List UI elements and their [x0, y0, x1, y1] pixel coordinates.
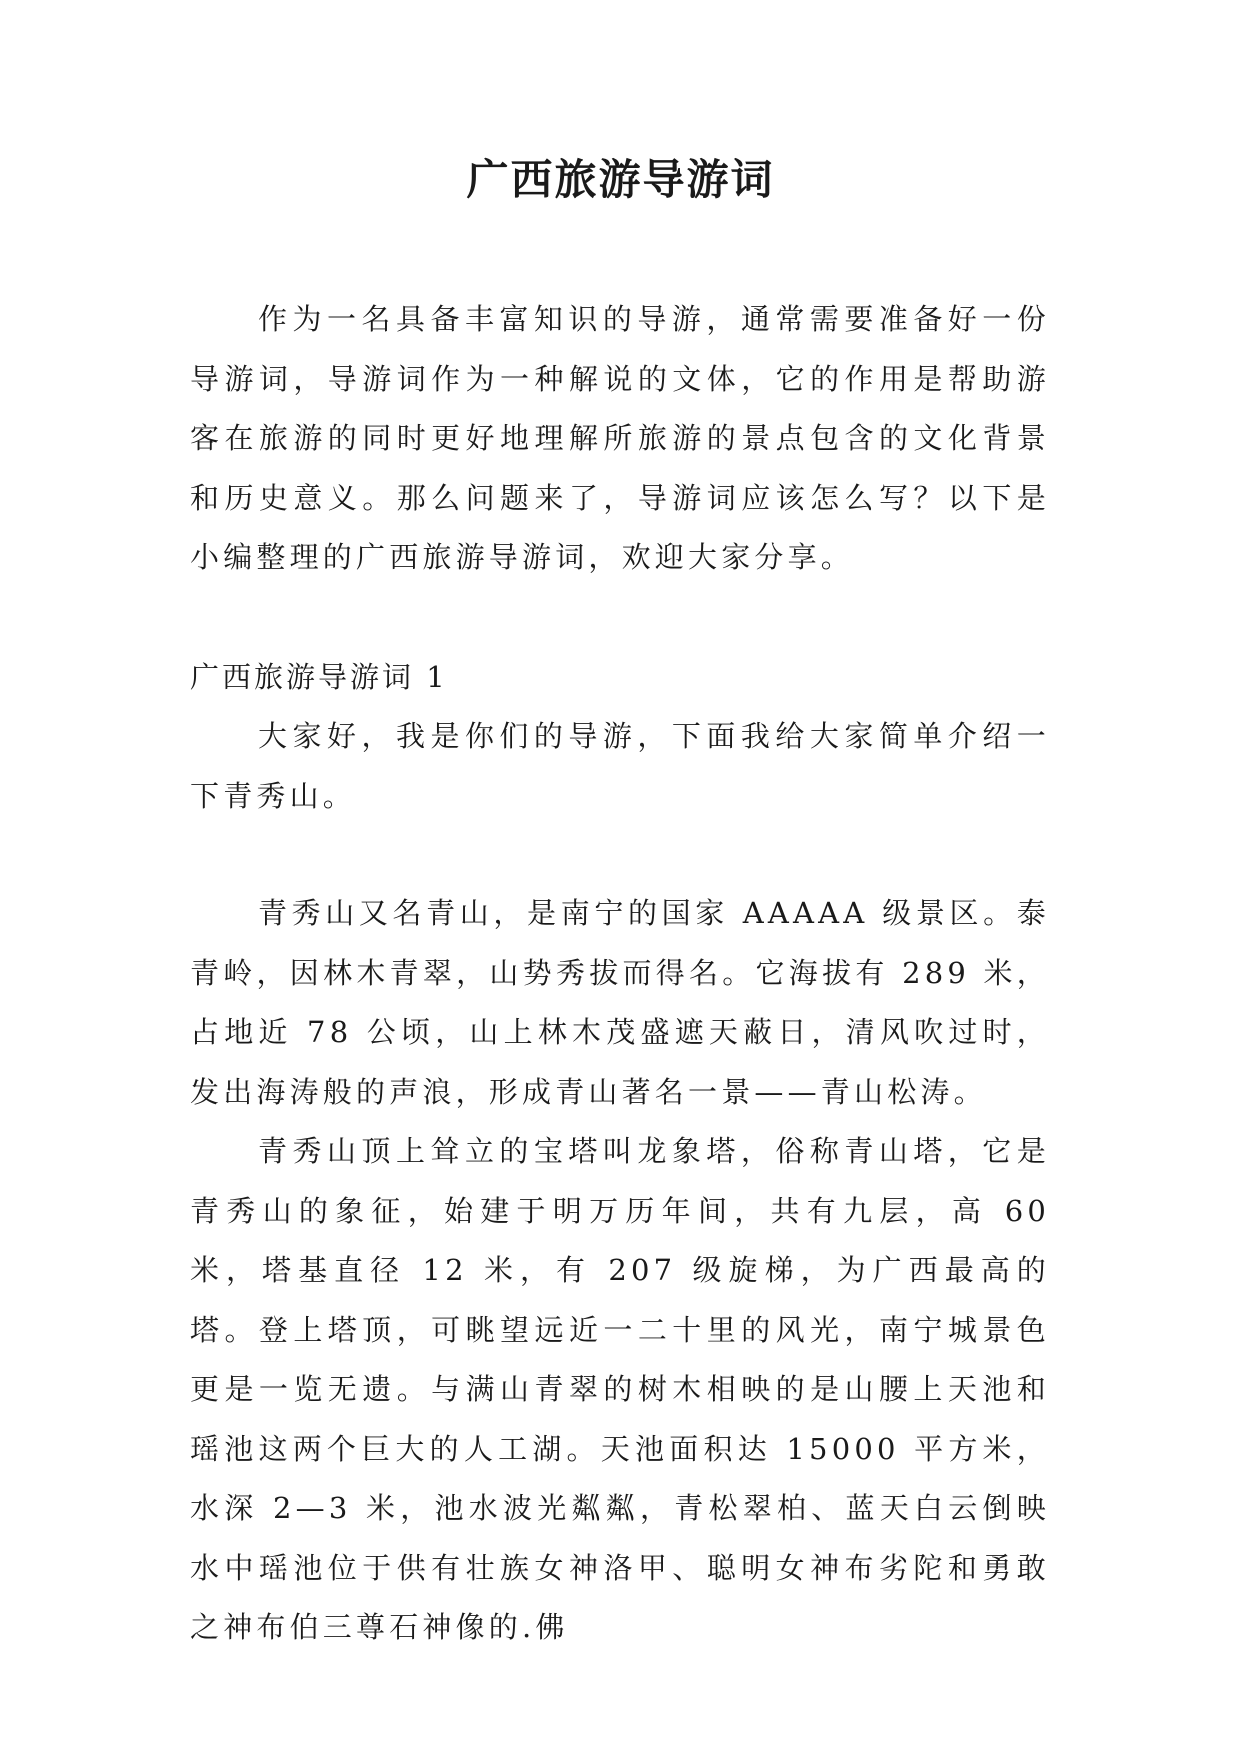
spacer	[190, 826, 1050, 884]
spacer	[190, 588, 1050, 648]
document-title: 广西旅游导游词	[466, 155, 775, 204]
body-paragraph-3: 青秀山顶上耸立的宝塔叫龙象塔，俗称青山塔，它是青秀山的象征，始建于明万历年间，共有九层，高 60 米，塔基直径 12 米，有 207 级旋梯，为广西最高的塔。登上塔顶，可眺望远近一二十里的风光，南宁城景色更是一览无遗。与满山青翠的树木相映的是山腰上天池和瑶池这两个巨大的人工湖。天池面积达 15000 平方米，水深 2—3 米，池水波光粼粼，青松翠柏、蓝天白云倒映水中瑶池位于供有壮族女神洛甲、聪明女神布劣陀和勇敢之神布伯三尊石神像的.佛	[190, 1134, 1050, 1644]
body-paragraph-2: 青秀山又名青山，是南宁的国家 AAAAA 级景区。泰青岭，因林木青翠，山势秀拔而得名。它海拔有 289 米，占地近 78 公顷，山上林木茂盛遮天蔽日，清风吹过时，发出海涛般的声浪，形成青山著名一景——青山松涛。	[190, 896, 1050, 1109]
document-body	[190, 290, 1050, 1658]
body-paragraph-1: 大家好，我是你们的导游，下面我给大家简单介绍一下青秀山。	[190, 719, 1050, 813]
section-heading: 广西旅游导游词 1	[190, 659, 448, 694]
intro-paragraph: 作为一名具备丰富知识的导游，通常需要准备好一份导游词，导游词作为一种解说的文体，它的作用是帮助游客在旅游的同时更好地理解所旅游的景点包含的文化背景和历史意义。那么问题来了，导游词应该怎么写？以下是小编整理的广西旅游导游词，欢迎大家分享。	[190, 302, 1050, 574]
